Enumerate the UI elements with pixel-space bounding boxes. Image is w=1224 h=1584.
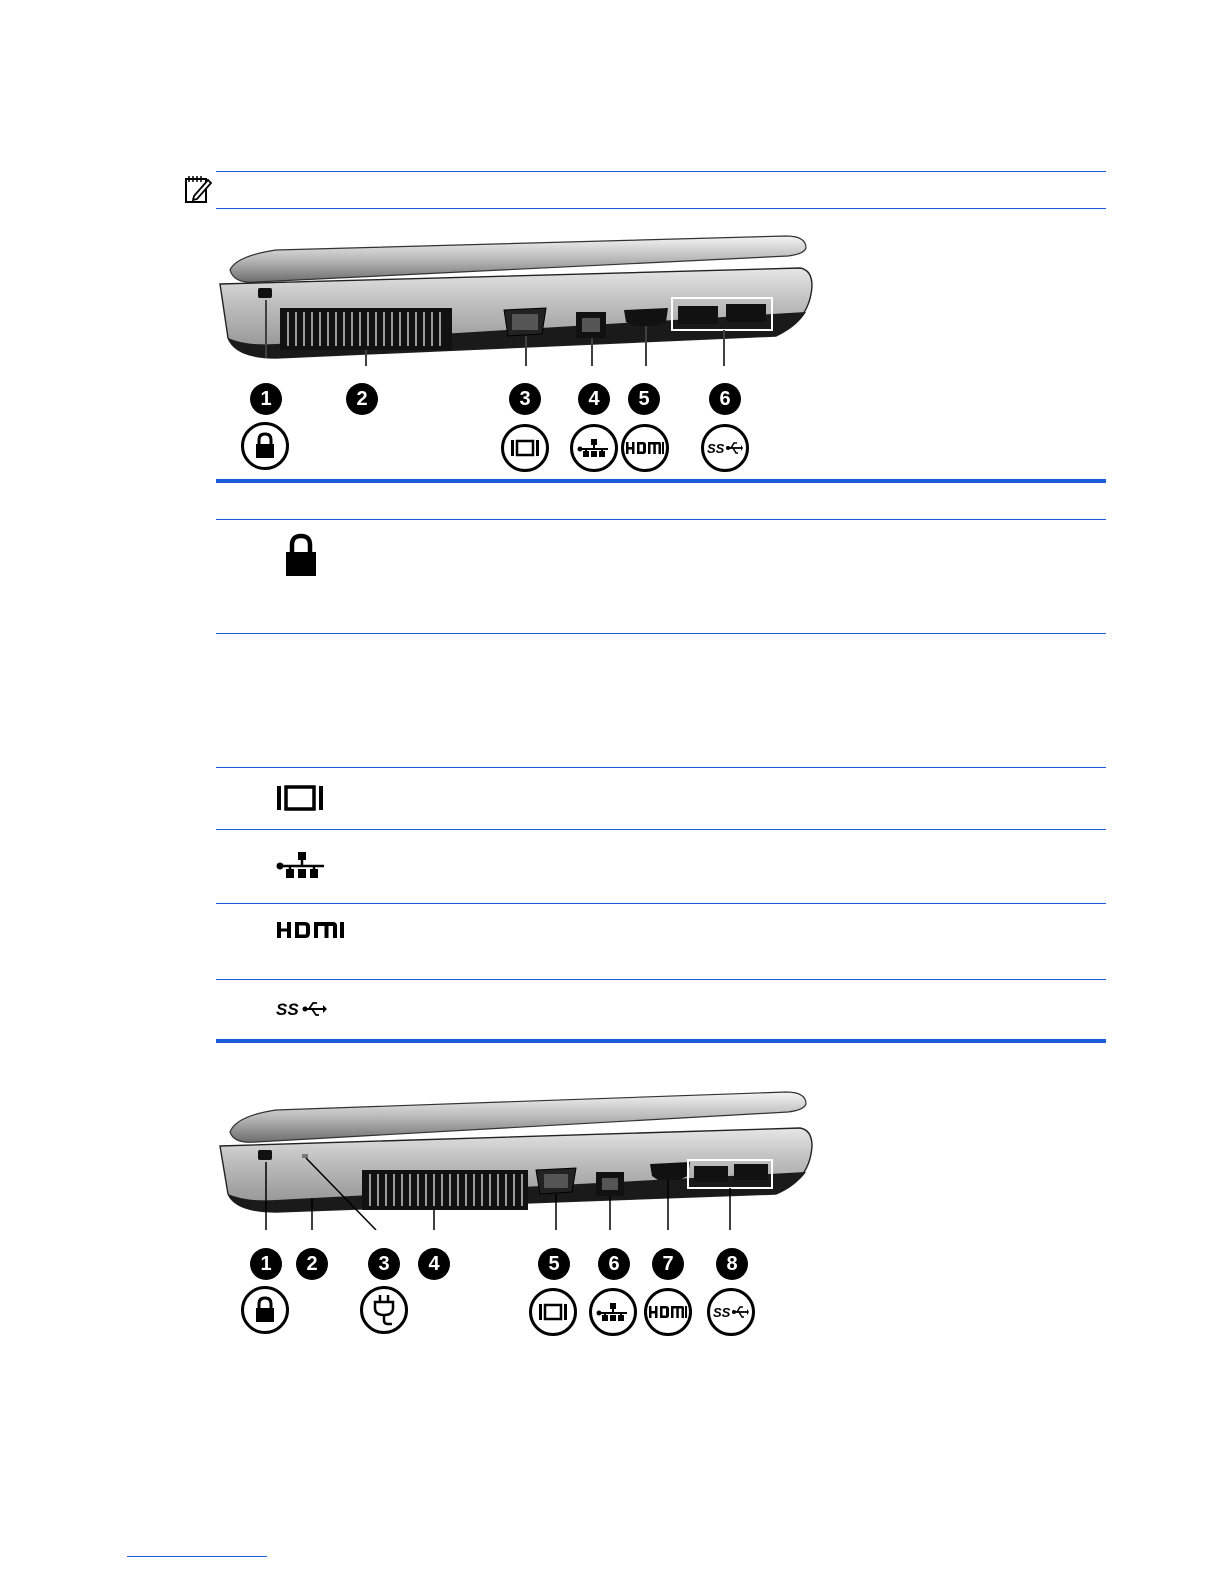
hdmi-icon: [649, 1306, 687, 1318]
callout-4: 4: [578, 383, 610, 415]
callout-1: 1: [250, 1248, 282, 1280]
callout-3: 3: [368, 1248, 400, 1280]
security-lock-icon: [253, 432, 277, 460]
power-plug-icon: [372, 1294, 396, 1326]
callout-8: 8: [716, 1248, 748, 1280]
note-top-rule: [216, 171, 1106, 172]
table-row-rule: [216, 829, 1106, 830]
note-bottom-rule: [216, 208, 1106, 209]
table-row-rule: [216, 979, 1106, 980]
security-lock-badge: [241, 422, 289, 470]
laptop-left-side-figure-1: [216, 228, 816, 368]
callout-2: 2: [296, 1248, 328, 1280]
power-plug-badge: [360, 1286, 408, 1334]
rj45-network-badge: [589, 1288, 637, 1336]
security-lock-badge: [241, 1286, 289, 1334]
table-top-rule: [216, 479, 1106, 483]
hdmi-badge: [644, 1288, 692, 1336]
table-rj45-network-icon: [276, 851, 328, 879]
table-usb3-ss-icon: [276, 999, 328, 1019]
table-row-rule: [216, 633, 1106, 634]
table-row-rule: [216, 903, 1106, 904]
callout-3: 3: [509, 383, 541, 415]
svg-text:SS: SS: [707, 441, 725, 456]
table-lock-icon: [283, 533, 319, 577]
callout-1: 1: [250, 383, 282, 415]
vga-badge: [529, 1288, 577, 1336]
footer-link-underline: [127, 1556, 267, 1557]
table-row-rule: [216, 767, 1106, 768]
usb3-ss-icon: [707, 440, 743, 456]
note-pencil-icon: [184, 174, 212, 204]
rj45-network-badge: [570, 424, 618, 472]
hdmi-badge: [621, 424, 669, 472]
vga-icon: [510, 438, 540, 458]
callout-6: 6: [598, 1248, 630, 1280]
rj45-network-icon: [577, 438, 611, 458]
callout-6: 6: [709, 383, 741, 415]
hdmi-icon: [626, 442, 664, 454]
callout-5: 5: [538, 1248, 570, 1280]
rj45-network-icon: [596, 1302, 630, 1322]
callout-7: 7: [652, 1248, 684, 1280]
usb3-ss-badge: [701, 424, 749, 472]
vga-icon: [538, 1302, 568, 1322]
table-vga-icon: [276, 784, 324, 812]
usb3-ss-badge: [707, 1288, 755, 1336]
usb3-ss-icon: [713, 1304, 749, 1320]
table-header-rule: [216, 519, 1106, 520]
security-lock-icon: [253, 1296, 277, 1324]
vga-badge: [501, 424, 549, 472]
callout-2: 2: [346, 383, 378, 415]
svg-text:SS: SS: [276, 1000, 299, 1019]
svg-text:SS: SS: [713, 1305, 731, 1320]
table-hdmi-icon: [277, 922, 345, 938]
callout-5: 5: [628, 383, 660, 415]
table-bottom-rule: [216, 1039, 1106, 1043]
callout-4: 4: [418, 1248, 450, 1280]
laptop-left-side-figure-2: [216, 1080, 816, 1230]
